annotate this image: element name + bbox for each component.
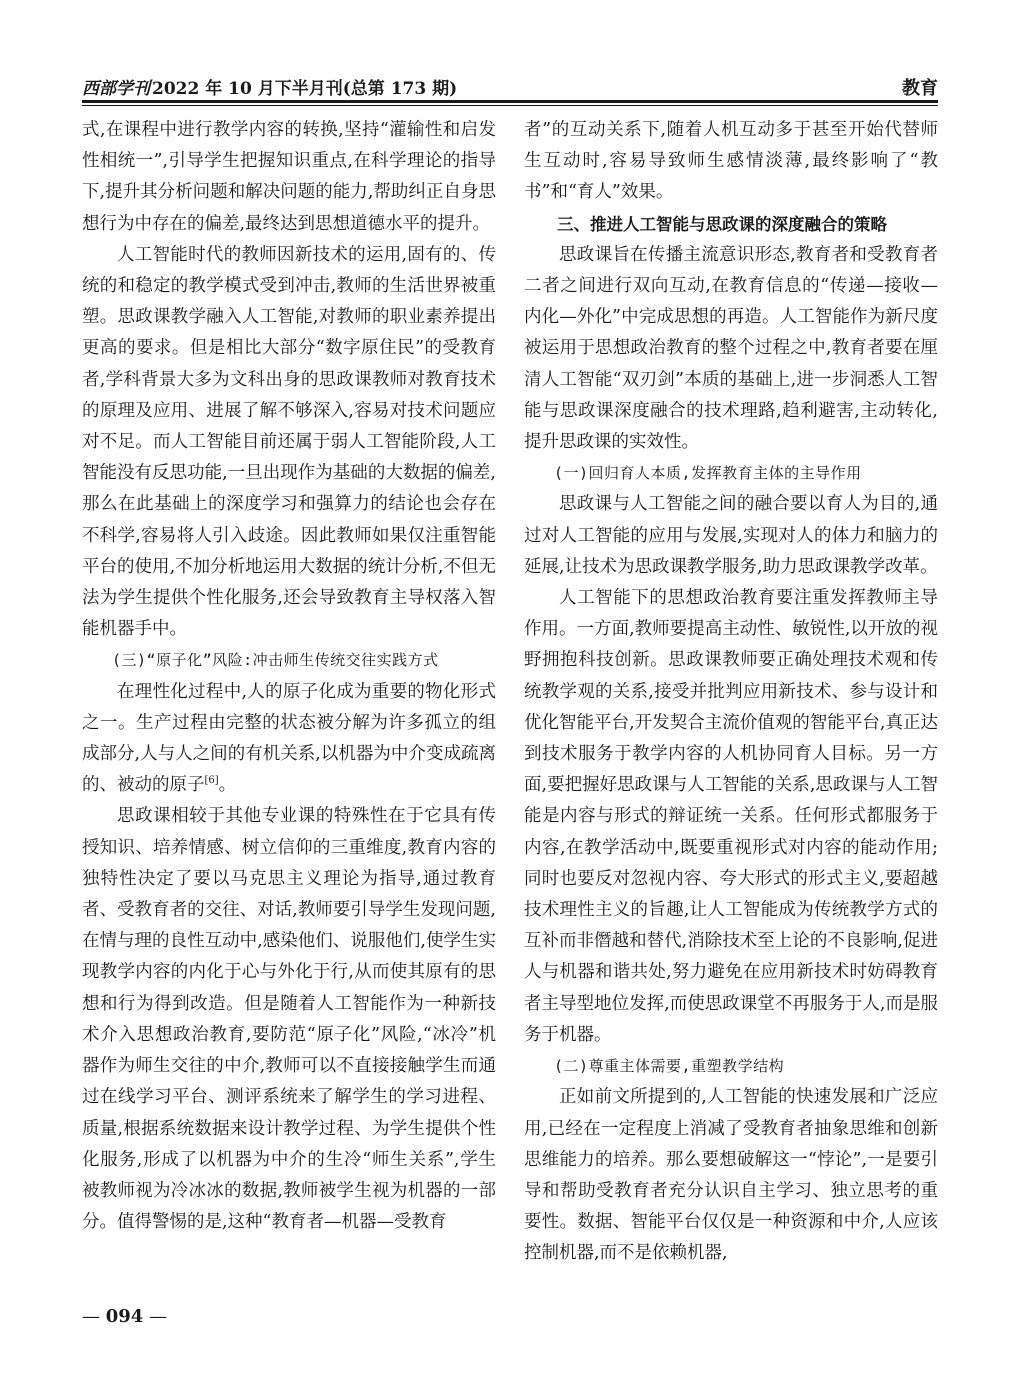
body-paragraph: 正如前文所提到的,人工智能的快速发展和广泛应用,已经在一定程度上消减了受教育者抽象思维和创新思维能力的培养。那么要想破解这一“悖论”,一是要引导和帮助受教育者充分认识自主学习、独立思考的重要性。数据、智能平台仅仅是一种资源和中介,人应该控制机器,而不是依赖机器, [524, 1087, 938, 1264]
body-paragraph-continued: 式,在课程中进行教学内容的转换,坚持“灌输性和启发性相统一”,引导学生把握知识重点,在科学理论的指导下,提升其分析问题和解决问题的能力,帮助纠正自身思想行为中存在的偏差,最终达到思想道德水平的提升。 [82, 120, 496, 234]
header-rule-thin [82, 105, 938, 106]
left-column [82, 115, 496, 1238]
subsection-heading: (三)“原子化”风险:冲击师生传统交往实践方式 [112, 651, 439, 670]
body-paragraph: 人工智能下的思想政治教育要注重发挥教师主导作用。一方面,教师要提高主动性、敏锐性,以开放的视野拥抱科技创新。思政课教师要正确处理技术观和传统教学观的关系,接受并批判应用新技术、参与设计和优化智能平台,开发契合主流价值观的智能平台,真正达到技术服务于教学内容的人机协同育人目标。另一方面,要把握好思政课与人工智能的关系,思政课与人工智能是内容与形式的辩证统一关系。任何形式都服务于内容,在教学活动中,既要重视形式对内容的能动作用;同时也要反对忽视内容、夸大形式的形式主义,要超越技术理性主义的旨趣,让人工智能成为传统教学方式的互补而非僭越和替代,消除技术至上论的不良影响,促进人与机器和谐共处,努力避免在应用新技术时妨碍教育者主导型地位发挥,而使思政课堂不再服务于人,而是服务于机器。 [524, 588, 938, 1045]
section-heading: 三、推进人工智能与思政课的深度融合的策略 [557, 214, 887, 234]
subsection-heading: (二)尊重主体需要,重塑教学结构 [554, 1057, 785, 1076]
issue-info: 2022 年 10 月下半月刊(总第 173 期) [152, 79, 458, 99]
body-paragraph-continued: 者”的互动关系下,随着人机互动多于甚至开始代替师生互动时,容易导致师生感情淡薄,最终影响了“教书”和“育人”效果。 [524, 120, 938, 203]
page-number: 094 [105, 1306, 144, 1327]
running-header [82, 74, 938, 100]
body-paragraph: 思政课旨在传播主流意识形态,教育者和受教育者二者之间进行双向互动,在教育信息的“传递—接收—内化—外化”中完成思想的再造。人工智能作为新尺度被运用于思想政治教育的整个过程之中,教育者要在厘清人工智能“双刃剑”本质的基础上,进一步洞悉人工智能与思政课深度融合的技术理路,趋利避害,主动转化,提升思政课的实效性。 [524, 244, 938, 453]
header-rule [82, 100, 938, 103]
subsection-heading: (一)回归育人本质,发挥教育主体的主导作用 [554, 464, 862, 483]
body-paragraph: 在理性化过程中,人的原子化成为重要的物化形式之一。生产过程由完整的状态被分解为许多孤立的组成部分,人与人之间的有机关系,以机器为中介变成疏离的、被动的原子[6]。 [82, 681, 496, 796]
page-footer: — 094 — [82, 1306, 168, 1327]
body-paragraph: 人工智能时代的教师因新技术的运用,固有的、传统的和稳定的教学模式受到冲击,教师的生活世界被重塑。思政课教学融入人工智能,对教师的职业素养提出更高的要求。但是相比大部分“数字原住民”的受教育者,学科背景大多为文科出身的思政课教师对教育技术的原理及应用、进展了解不够深入,容易对技术问题应对不足。而人工智能目前还属于弱人工智能阶段,人工智能没有反思功能,一旦出现作为基础的大数据的偏差,那么在此基础上的深度学习和强算力的结论也会存在不科学,容易将人引入歧途。因此教师如果仅注重智能平台的使用,不加分析地运用大数据的统计分析,不但无法为学生提供个性化服务,还会导致教育主导权落入智能机器手中。 [82, 244, 496, 640]
journal-issue-line [82, 74, 457, 99]
right-column [524, 115, 938, 1270]
journal-logo: 西部学刊 [82, 79, 150, 99]
body-paragraph: 思政课相较于其他专业课的特殊性在于它具有传授知识、培养情感、树立信仰的三重维度,教育内容的独特性决定了要以马克思主义理论为指导,通过教育者、受教育者的交往、对话,教师要引导学生发现问题,在情与理的良性互动中,感染他们、说服他们,使学生实现教学内容的内化于心与外化于行,从而使其原有的思想和行为得到改造。但是随着人工智能作为一种新技术介入思想政治教育,要防范“原子化”风险,“冰冷”机器作为师生交往的中介,教师可以不直接接触学生而通过在线学习平台、测评系统来了解学生的学习进程、质量,根据系统数据来设计教学过程、为学生提供个性化服务,形成了以机器为中介的生冷“师生关系”,学生被教师视为冷冰冰的数据,教师被学生视为机器的一部分。值得警惕的是,这种“教育者—机器—受教育 [82, 806, 496, 1233]
section-label: 教育 [902, 78, 938, 99]
body-paragraph: 思政课与人工智能之间的融合要以育人为目的,通过对人工智能的应用与发展,实现对人的体力和脑力的延展,让技术为思政课教学服务,助力思政课教学改革。 [524, 494, 938, 577]
citation-ref: [6] [204, 775, 219, 787]
